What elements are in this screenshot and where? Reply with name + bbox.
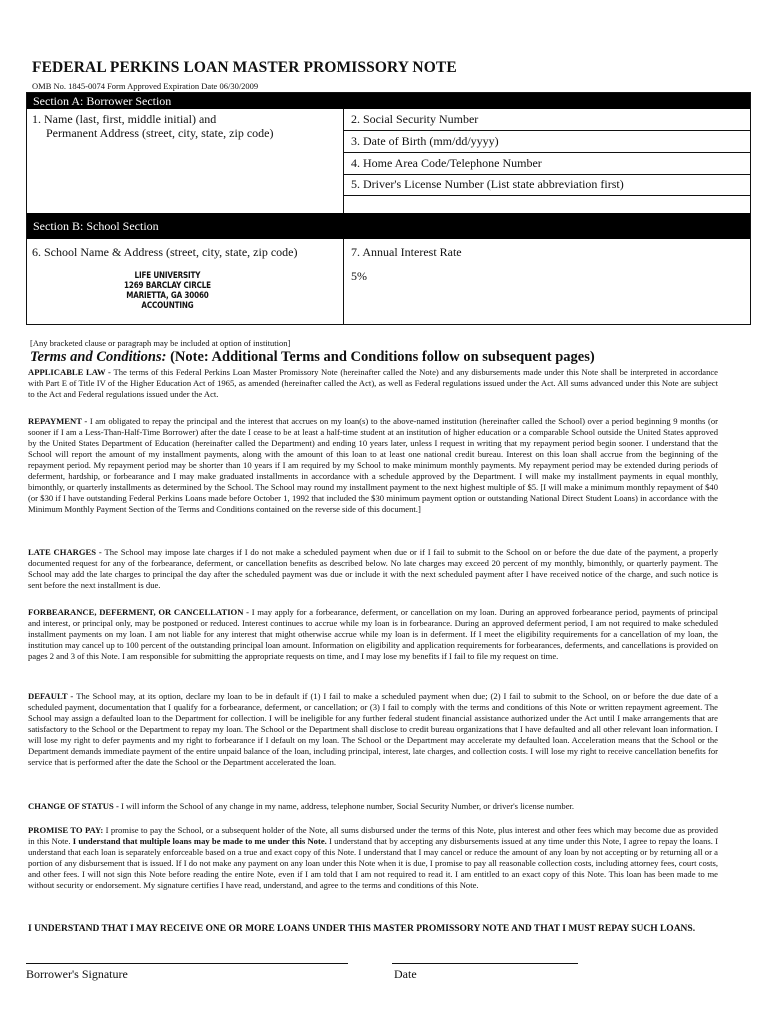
final-acknowledgement: I UNDERSTAND THAT I MAY RECEIVE ONE OR MORE LOANS UNDER THIS MASTER PROMISSORY NOTE AND THAT I MUST REPAY SUCH LOANS. <box>28 924 696 934</box>
row-divider <box>343 152 750 153</box>
date-label: Date <box>394 967 417 981</box>
school-city: MARIETTA, GA 30060 <box>126 291 209 301</box>
terms-heading <box>30 349 595 366</box>
interest-rate-value: 5% <box>351 269 367 283</box>
name-label-line1: 1. Name (last, first, middle initial) and <box>32 112 217 126</box>
applicable-law-heading: APPLICABLE LAW - <box>28 367 114 377</box>
row-divider <box>343 195 750 196</box>
dob-field-label[interactable]: 3. Date of Birth (mm/dd/yyyy) <box>351 134 499 148</box>
default-text: The School may, at its option, declare my loan to be in default if (1) I fail to make a scheduled payment when due; (2) I fail to submit to the School, on or before the due date of a scheduled payment, documentation that I qualify for a forbearance, deferment, or cancellation; or (3) I fail to comply with the terms and conditions of this Note or written repayment agreement. The School may assign a defaulted loan to the Department for collection. I will be ineligible for any further federal student financial assistance authorized under the Act until I make arrangements that are satisfactory to the School or the Department to repay my loan. The School or the Department shall disclose to credit bureau organizations that I have defaulted and all other relevant loan information. I will lose my right to defer payments and my right to forbearance if I default on my loan. The School or the Department may accelerate my defaulted loan. Acceleration means that the School or the Department demands immediate payment of the entire unpaid balance of the loan, including principal, interest, late charges, and collection costs. I will lose my right to receive cancellation benefits for service that is performed after the date the School or the Department accelerated the loan. <box>28 691 718 767</box>
default-heading: DEFAULT - <box>28 691 77 701</box>
school-name: LIFE UNIVERSITY <box>134 271 201 281</box>
repayment-paragraph <box>28 416 718 515</box>
repayment-text: I am obligated to repay the principal and the interest that accrues on my loan(s) to the above-named institution (hereinafter called the School) over a period beginning 9 months (or sooner if I am a Less-Than-Half-Time Borrower) after the date I cease to be at least a half-time student at an institution of higher education or a comparable School outside the United States approved by the United States Department of Education (hereinafter called the Department) and ending 10 years later, unless I request in writing that my repayment period begin sooner. I understand that the School will report the amount of my installment payments, along with the amount of this loan to at least one national credit bureau. Interest on this loan shall accrue from the beginning of the repayment period. My repayment period may be shorter than 10 years if I am required by my School to make minimum monthly payments. My repayment period may be extended during periods of deferment, hardship, or forbearance and I may make graduated installments in accordance with a schedule approved by the Department. I will make my installment payments in equal monthly, bimonthly, or quarterly installments as determined by the School. The School may round my installment payment to the next highest multiple of $5. [I will make a minimum monthly repayment of $40 (or $30 if I have outstanding Federal Perkins Loans made before October 1, 1992 that included the $30 minimum payment option or outstanding National Direct Student Loans) in accordance with the Minimum Monthly Payment Section of the Terms and Conditions contained on the reverse side of this document.] <box>28 416 718 514</box>
interest-rate-field-label[interactable]: 7. Annual Interest Rate <box>351 245 462 259</box>
school-department: ACCOUNTING <box>141 301 194 311</box>
section-a-heading: Section A: Borrower Section <box>27 93 750 109</box>
school-address-field-label[interactable]: 6. School Name & Address (street, city, state, zip code) <box>32 245 298 259</box>
form-box <box>26 92 751 325</box>
late-charges-text: The School may impose late charges if I do not make a scheduled payment when due or if I fail to submit to the School on or before the due date of the payment, a properly documented request for any of the forbearance, deferment, or cancellation benefits as described below. No late charges may exceed 20 percent of my monthly, bimonthly, or quarterly payment. The School may add the late charges to principal the day after the scheduled payment was due or include it with the next scheduled payment after I have received notice of the charge, and such notice is sent before the next installment is due. <box>28 547 718 590</box>
section-a-divider <box>343 109 344 213</box>
omb-number: OMB No. 1845-0074 Form Approved Expiration Date 06/30/2009 <box>32 81 259 91</box>
ssn-field-label[interactable]: 2. Social Security Number <box>351 112 479 126</box>
default-paragraph <box>28 691 718 768</box>
document-title: FEDERAL PERKINS LOAN MASTER PROMISSORY NOTE <box>32 59 457 76</box>
borrower-signature-line[interactable] <box>26 963 348 964</box>
promise-to-pay-heading: PROMISE TO PAY: <box>28 825 106 835</box>
repayment-heading: REPAYMENT - <box>28 416 90 426</box>
terms-lead: Terms and Conditions: <box>30 349 167 365</box>
row-divider <box>343 174 750 175</box>
promise-text-a: I promise to pay the School, or a subsequent holder of the Note, all sums disbursed under the terms of this Note, plus interest and other fees which may become due as provided in this Note. <box>28 825 719 846</box>
borrower-signature-label: Borrower's Signature <box>26 967 128 981</box>
drivers-license-field-label[interactable]: 5. Driver's License Number (List state abbreviation first) <box>351 177 624 191</box>
name-address-field-label[interactable] <box>32 112 273 140</box>
phone-field-label[interactable]: 4. Home Area Code/Telephone Number <box>351 156 542 170</box>
change-of-status-text: I will inform the School of any change in my name, address, telephone number, Social Security Number, or driver's license number. <box>120 801 575 811</box>
terms-note: (Note: Additional Terms and Conditions follow on subsequent pages) <box>166 349 595 365</box>
row-divider <box>343 130 750 131</box>
change-of-status-paragraph <box>28 801 718 812</box>
applicable-law-text: The terms of this Federal Perkins Loan Master Promissory Note (hereinafter called the Note) and any disbursements made under this Note shall be interpreted in accordance with Part E of Title IV of the Higher Education Act of 1965, as amended (hereinafter called the Act), as well as Federal regulations issued under the Act. All sums advanced under this Note are subject to the Act and Federal regulations issued under the Act. <box>28 367 718 399</box>
change-of-status-heading: CHANGE OF STATUS - <box>28 801 121 811</box>
school-street: 1269 BARCLAY CIRCLE <box>124 281 211 291</box>
section-b-divider <box>343 239 344 325</box>
promise-to-pay-paragraph <box>28 825 718 891</box>
school-stamp <box>124 271 211 311</box>
applicable-law-paragraph <box>28 367 718 400</box>
forbearance-paragraph <box>28 607 718 662</box>
late-charges-paragraph <box>28 547 718 591</box>
date-line[interactable] <box>392 963 578 964</box>
forbearance-text: I may apply for a forbearance, deferment, or cancellation on my loan. During an approved forbearance period, payments of principal and interest, or principal only, may be postponed or reduced. Interest continues to accrue while my loan is in forbearance. During an approved deferment period, I am not required to make scheduled installment payments on my loan. I am not liable for any interest that might otherwise accrue while my loan is in deferment. If I meet the eligibility requirements for a cancellation of my loan, the institution may cancel up to 100 percent of the outstanding principal loan amount. Information on eligibility and application requirements for forbearances, deferments, and cancellations is provided on pages 2 and 3 of this Note. I am responsible for submitting the appropriate requests on time, and I may lose my benefits if I fail to file my request on time. <box>28 607 719 661</box>
promise-text-b: I understand that by accepting any disbursements issued at any time under this Note, I agree to repay the loans. I understand that each loan is separately enforceable based on a true and exact copy of this Note. I understand that I may cancel or reduce the amount of any loan by not accepting or by returning all or a portion of any disbursement that is issued. If I do not make any payment on any loan under this Note when it is due, I promise to pay all reasonable collection costs, including attorney fees, court costs, and other fees. I will not sign this Note before reading the entire Note, even if I am told that I am not required to read it. I am entitled to an exact copy of this Note. This loan has been made to me without security or endorsement. My signature certifies I have read, understand, and agree to the terms and conditions of this Note. <box>28 836 718 890</box>
bracket-note: [Any bracketed clause or paragraph may be included at option of institution] <box>30 338 291 348</box>
forbearance-heading: FORBEARANCE, DEFERMENT, OR CANCELLATION - <box>28 607 252 617</box>
promise-bold-text: I understand that multiple loans may be made to me under this Note. <box>72 836 327 846</box>
section-b-heading: Section B: School Section <box>27 213 750 239</box>
late-charges-heading: LATE CHARGES - <box>28 547 105 557</box>
name-label-line2: Permanent Address (street, city, state, zip code) <box>46 126 274 140</box>
